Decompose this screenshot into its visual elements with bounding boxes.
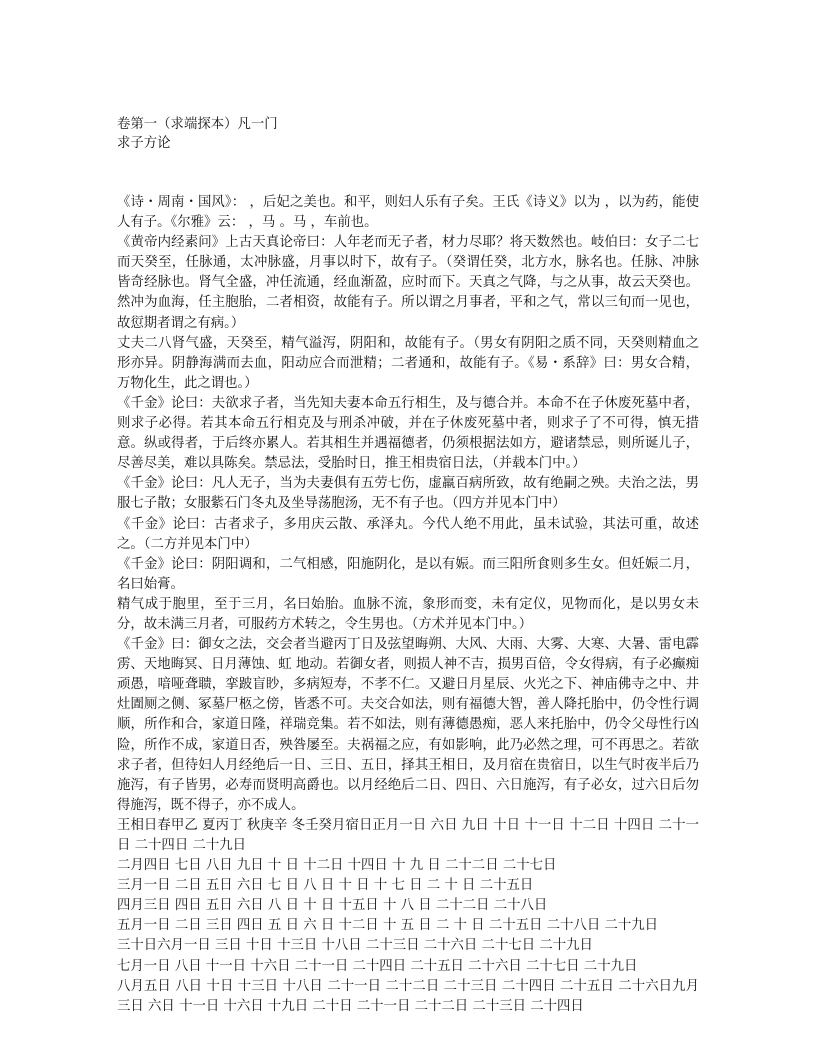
list-item: 三月一日 二日 五日 六日 七 日 八 日 十 日 十 七 日 二 十 日 二十五日 <box>117 878 534 894</box>
paragraph-yunv: 《千金》曰：御女之法，交会者当避丙丁日及弦望晦朔、大风、大雨、大雾、大寒、大暑、雷电霹雳、天地晦冥、日月薄蚀、虹 地动。若御女者，则损人神不吉，损男百倍，令女得病，有子必癫痴顽愚，喑哑聋聩，挛跛盲眇，多病短寿，不孝不仁。又避日月星辰、火光之下、神庙佛寺之中、井灶圊厕之侧、冢墓尸柩之傍，皆悉不可。夫交合如法，则有福德大智，善人降托胎中，仍令性行调顺，所作和合，家道日隆，祥瑞竞集。若不如法，则有薄德愚痴，恶人来托胎中，仍令父母性行凶险，所作不成，家道日否，殃咎屡至。夫祸福之应，有如影响，此乃必然之理，可不再思之。若欲求子者，但待妇人月经绝后一日、三日、五日，择其王相日，及月宿在贵宿日，以生气时夜半后乃施泻，有子皆男，必寿而贤明高爵也。以月经绝后二日、四日、六日施泻，有子必女，过六日后勿得施泻，既不得子，亦不成人。 <box>117 637 699 813</box>
list-item: 八月五日 八日 十日 十三日 十八日 二十一日 二十二日 二十三日 二十四日 二十五日 二十六日九月三日 六日 十一日 十六日 十九日 二十日 二十一日 二十二日 二十三日 二十四日 <box>117 978 699 1014</box>
section-title: 求子方论 <box>117 136 171 151</box>
list-item: 王相日春甲乙 夏丙丁 秋庚辛 冬壬癸月宿日正月一日 六日 九日 十日 十一日 十二日 十四日 二十一日 二十四日 二十九日 <box>117 817 699 853</box>
list-item: 四月三日 四日 五日 六日 八 日 十 日 十五日 十 八 日 二十二日 二十八日 <box>117 898 548 914</box>
paragraph-qianjin-3: 《千金》论曰：古者求子，多用庆云散、承泽丸。今代人绝不用此，虽未试验，其法可重，故述之。（二方并见本门中） <box>117 516 699 552</box>
document-page <box>117 115 699 1017</box>
list-item: 七月一日 八日 十一日 十六日 二十一日 二十四日 二十五日 二十六日 二十七日 二十九日 <box>117 958 638 974</box>
list-item: 三十日六月一日 三日 十日 十三日 十八日 二十三日 二十六日 二十七日 二十九日 <box>117 938 593 954</box>
volume-title: 卷第一（求端探本）凡一门 <box>117 117 278 132</box>
list-item: 二月四日 七日 八日 九日 十 日 十二日 十四日 十 九 日 二十二日 二十七日 <box>117 858 557 874</box>
paragraph-qianjin-1: 《千金》论曰：夫欲求子者，当先知夫妻本命五行相生，及与德合并。本命不在子休废死墓中者，则求子必得。若其本命五行相克及与刑杀冲破，并在子休废死墓中者，则求子了不可得，慎无措意。纵或得者，于后终亦累人。若其相生并遇福德者，仍须根据法如方，避诸禁忌，则所诞儿子，尽善尽美，难以具陈矣。禁忌法，受胎时日，推王相贵宿日法，（并载本门中。） <box>117 395 699 472</box>
paragraph-shijing: 《诗・周南・国风》： ，后妃之美也。和平，则妇人乐有子矣。王氏《诗义》以为 ，以为药，能使人有子。《尔雅》云： ，马 。马 ，车前也。 <box>117 195 699 231</box>
paragraph-qianjin-4: 《千金》论曰：阴阳调和，二气相感，阳施阴化，是以有娠。而三阳所食则多生女。但妊娠二月，名曰始膏。 <box>117 556 699 592</box>
paragraph-jingqi: 精气成于胞里，至于三月，名曰始胎。血脉不流，象形而变，未有定仪，见物而化，是以男女未分，故未满三月者，可服药方术转之，令生男也。（方术并见本门中。） <box>117 596 699 632</box>
list-item: 五月一日 二日 三日 四日 五 日 六 日 十二日 十 五 日 二 十 日 二十五日 二十八日 二十九日 <box>117 918 659 934</box>
paragraph-qianjin-2: 《千金》论曰：凡人无子，当为夫妻俱有五劳七伤，虚羸百病所致，故有绝嗣之殃。夫治之法，男服七子散；女服紫石门冬丸及坐导荡胞汤，无不有子也。（四方并见本门中） <box>117 476 699 512</box>
document-body <box>117 193 699 1017</box>
paragraph-zhangfu: 丈夫二八肾气盛，天癸至，精气溢泻，阴阳和，故能有子。（男女有阴阳之质不同，天癸则精血之形亦异。阴静海满而去血，阳动应合而泄精；二者通和，故能有子。《易・系辞》曰：男女合精，万物化生，此之谓也。） <box>117 335 699 391</box>
paragraph-suwen: 《黄帝内经素问》上古天真论帝曰：人年老而无子者，材力尽耶？将天数然也。岐伯曰：女子二七而天癸至，任脉通，太冲脉盛，月事以时下，故有子。（癸谓任癸，北方水，脉名也。任脉、冲脉皆奇经脉也。肾气全盛，冲任流通，经血渐盈，应时而下。天真之气降，与之从事，故云天癸也。然冲为血海，任主胞胎，二者相资，故能有子。所以谓之月事者，平和之气，常以三旬而一见也，故愆期者谓之有病。） <box>117 235 699 331</box>
